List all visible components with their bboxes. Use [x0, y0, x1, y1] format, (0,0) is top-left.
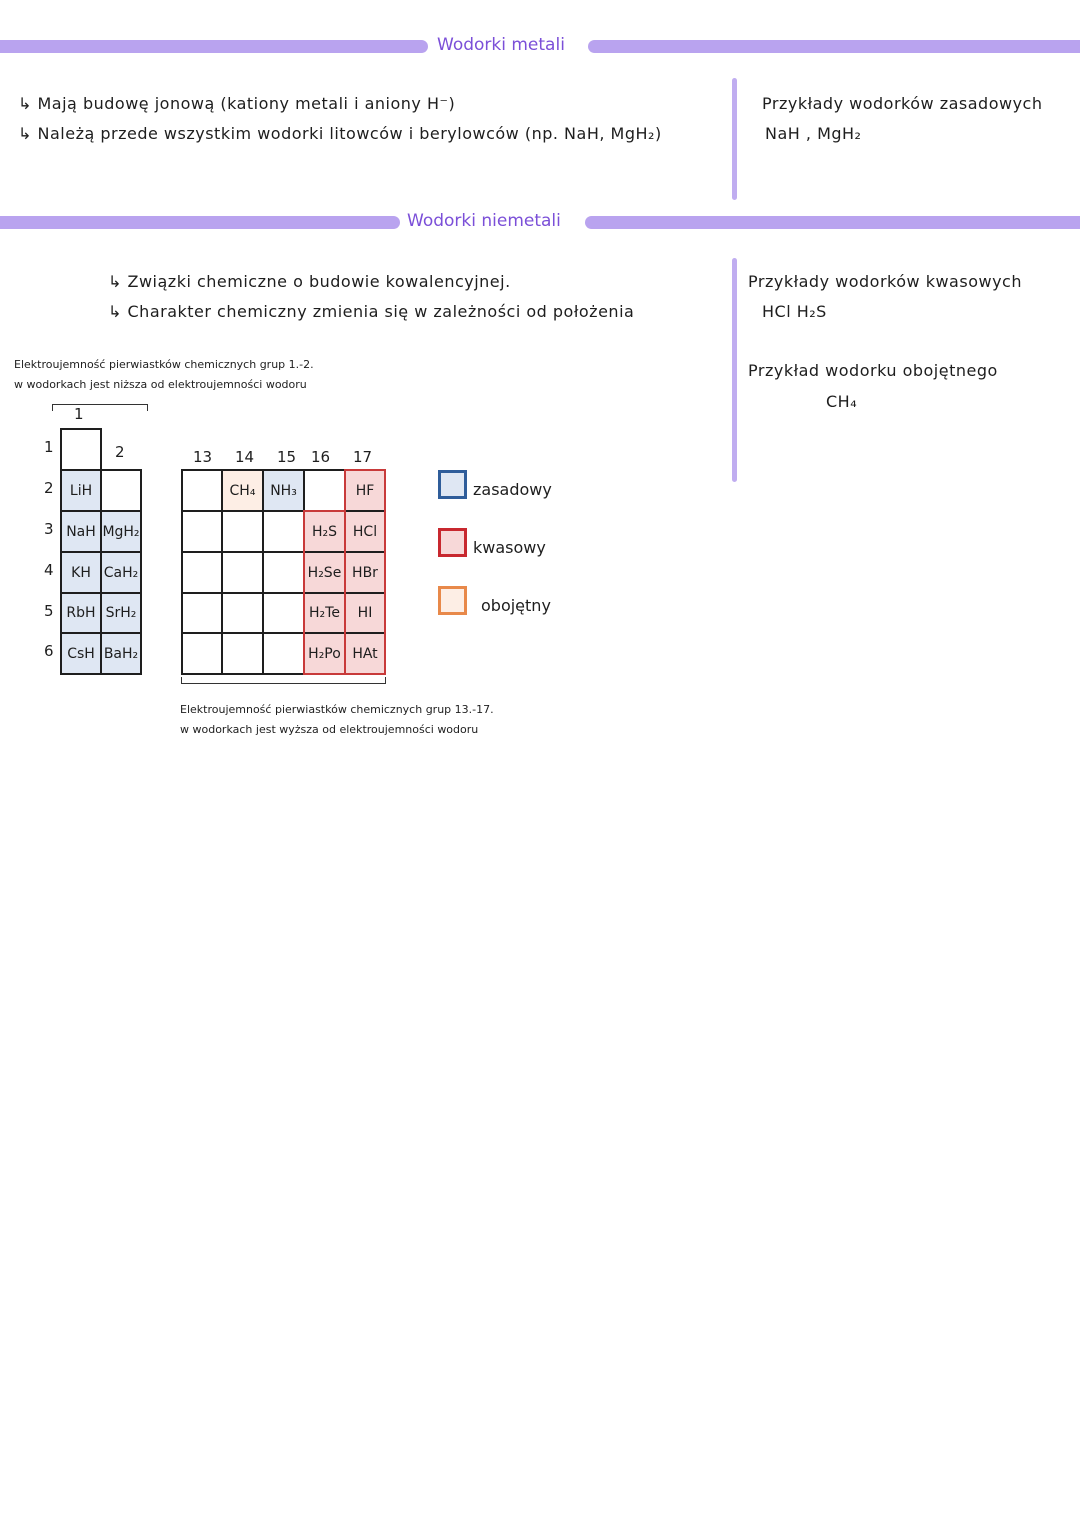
- acid-examples: HCl H₂S: [762, 302, 827, 321]
- legend-swatch: [438, 528, 467, 557]
- basic-examples: NaH , MgH₂: [765, 124, 862, 143]
- table-cell: LiH: [60, 469, 102, 512]
- divider: [732, 258, 737, 482]
- header-bar-left: [0, 216, 400, 229]
- period-label: 1: [44, 438, 54, 456]
- table-cell: NaH: [60, 510, 102, 553]
- caption-left-2: w wodorkach jest niższa od elektroujemności wodoru: [14, 378, 307, 391]
- table-cell: RbH: [60, 592, 102, 634]
- neutral-example: CH₄: [826, 392, 858, 411]
- table-cell: KH: [60, 551, 102, 594]
- bullet-text: Związki chemiczne o budowie kowalencyjnej.: [127, 272, 511, 291]
- caption-right-2: w wodorkach jest wyższa od elektroujemności wodoru: [180, 723, 479, 736]
- table-cell: [303, 469, 346, 512]
- caption-left-1: Elektroujemność pierwiastków chemicznych grup 1.-2.: [14, 358, 314, 371]
- bullet-1: ↳ Mają budowę jonową (kationy metali i aniony H⁻): [18, 94, 456, 113]
- table-cell: CaH₂: [100, 551, 142, 594]
- table-cell: [262, 592, 305, 634]
- table-cell: [181, 551, 223, 594]
- legend-swatch: [438, 470, 467, 499]
- period-label: 4: [44, 561, 54, 579]
- table-cell: [262, 551, 305, 594]
- bracket: [52, 404, 148, 411]
- table-cell: BaH₂: [100, 632, 142, 675]
- section-title-nonmetal-hydrides: Wodorki niemetali: [407, 211, 561, 231]
- bullet-text: Charakter chemiczny zmienia się w zależności od położenia: [127, 302, 635, 321]
- table-cell: HI: [344, 592, 386, 634]
- bullet-text: Mają budowę jonową (kationy metali i aniony H⁻): [37, 94, 456, 113]
- table-cell: [221, 510, 264, 553]
- bullet-2: ↳ Należą przede wszystkim wodorki litowców i berylowców (np. NaH, MgH₂): [18, 124, 662, 143]
- table-cell: CsH: [60, 632, 102, 675]
- group-label: 17: [353, 448, 373, 466]
- period-label: 6: [44, 642, 54, 660]
- period-label: 2: [44, 479, 54, 497]
- table-cell: [262, 510, 305, 553]
- bullet-4: ↳ Charakter chemiczny zmienia się w zależności od położenia: [108, 302, 635, 321]
- table-cell: H₂Te: [303, 592, 346, 634]
- table-cell: SrH₂: [100, 592, 142, 634]
- table-cell: H₂Po: [303, 632, 346, 675]
- group-label: 1: [74, 405, 84, 423]
- group-label: 13: [193, 448, 213, 466]
- basic-examples-title: Przykłady wodorków zasadowych: [762, 94, 1043, 113]
- acid-examples-title: Przykłady wodorków kwasowych: [748, 272, 1022, 291]
- table-cell: [60, 428, 102, 471]
- table-cell: [181, 592, 223, 634]
- group-label: 15: [277, 448, 297, 466]
- table-cell: [221, 632, 264, 675]
- table-cell: CH₄: [221, 469, 264, 512]
- legend-swatch: [438, 586, 467, 615]
- table-cell: HBr: [344, 551, 386, 594]
- table-cell: [221, 551, 264, 594]
- table-cell: [181, 632, 223, 675]
- bullet-3: ↳ Związki chemiczne o budowie kowalencyjnej.: [108, 272, 511, 291]
- table-cell: H₂S: [303, 510, 346, 553]
- legend-label: kwasowy: [473, 538, 546, 557]
- header-bar-right: [585, 216, 1080, 229]
- bullet-text: Należą przede wszystkim wodorki litowców i berylowców (np. NaH, MgH₂): [37, 124, 662, 143]
- bracket: [181, 677, 386, 684]
- table-cell: HF: [344, 469, 386, 512]
- legend-label: obojętny: [481, 596, 551, 615]
- period-label: 3: [44, 520, 54, 538]
- table-cell: MgH₂: [100, 510, 142, 553]
- table-cell: [221, 592, 264, 634]
- table-cell: [262, 632, 305, 675]
- table-cell: HCl: [344, 510, 386, 553]
- period-label: 5: [44, 602, 54, 620]
- legend-label: zasadowy: [473, 480, 552, 499]
- table-cell: H₂Se: [303, 551, 346, 594]
- table-cell: [181, 510, 223, 553]
- table-cell: [181, 469, 223, 512]
- section-title-metal-hydrides: Wodorki metali: [437, 35, 565, 55]
- neutral-example-title: Przykład wodorku obojętnego: [748, 361, 998, 380]
- table-cell: HAt: [344, 632, 386, 675]
- group-label: 14: [235, 448, 255, 466]
- group-label: 2: [115, 443, 125, 461]
- divider: [732, 78, 737, 200]
- caption-right-1: Elektroujemność pierwiastków chemicznych grup 13.-17.: [180, 703, 494, 716]
- header-bar-right: [588, 40, 1080, 53]
- header-bar-left: [0, 40, 428, 53]
- group-label: 16: [311, 448, 331, 466]
- table-cell: [100, 469, 142, 512]
- table-cell: NH₃: [262, 469, 305, 512]
